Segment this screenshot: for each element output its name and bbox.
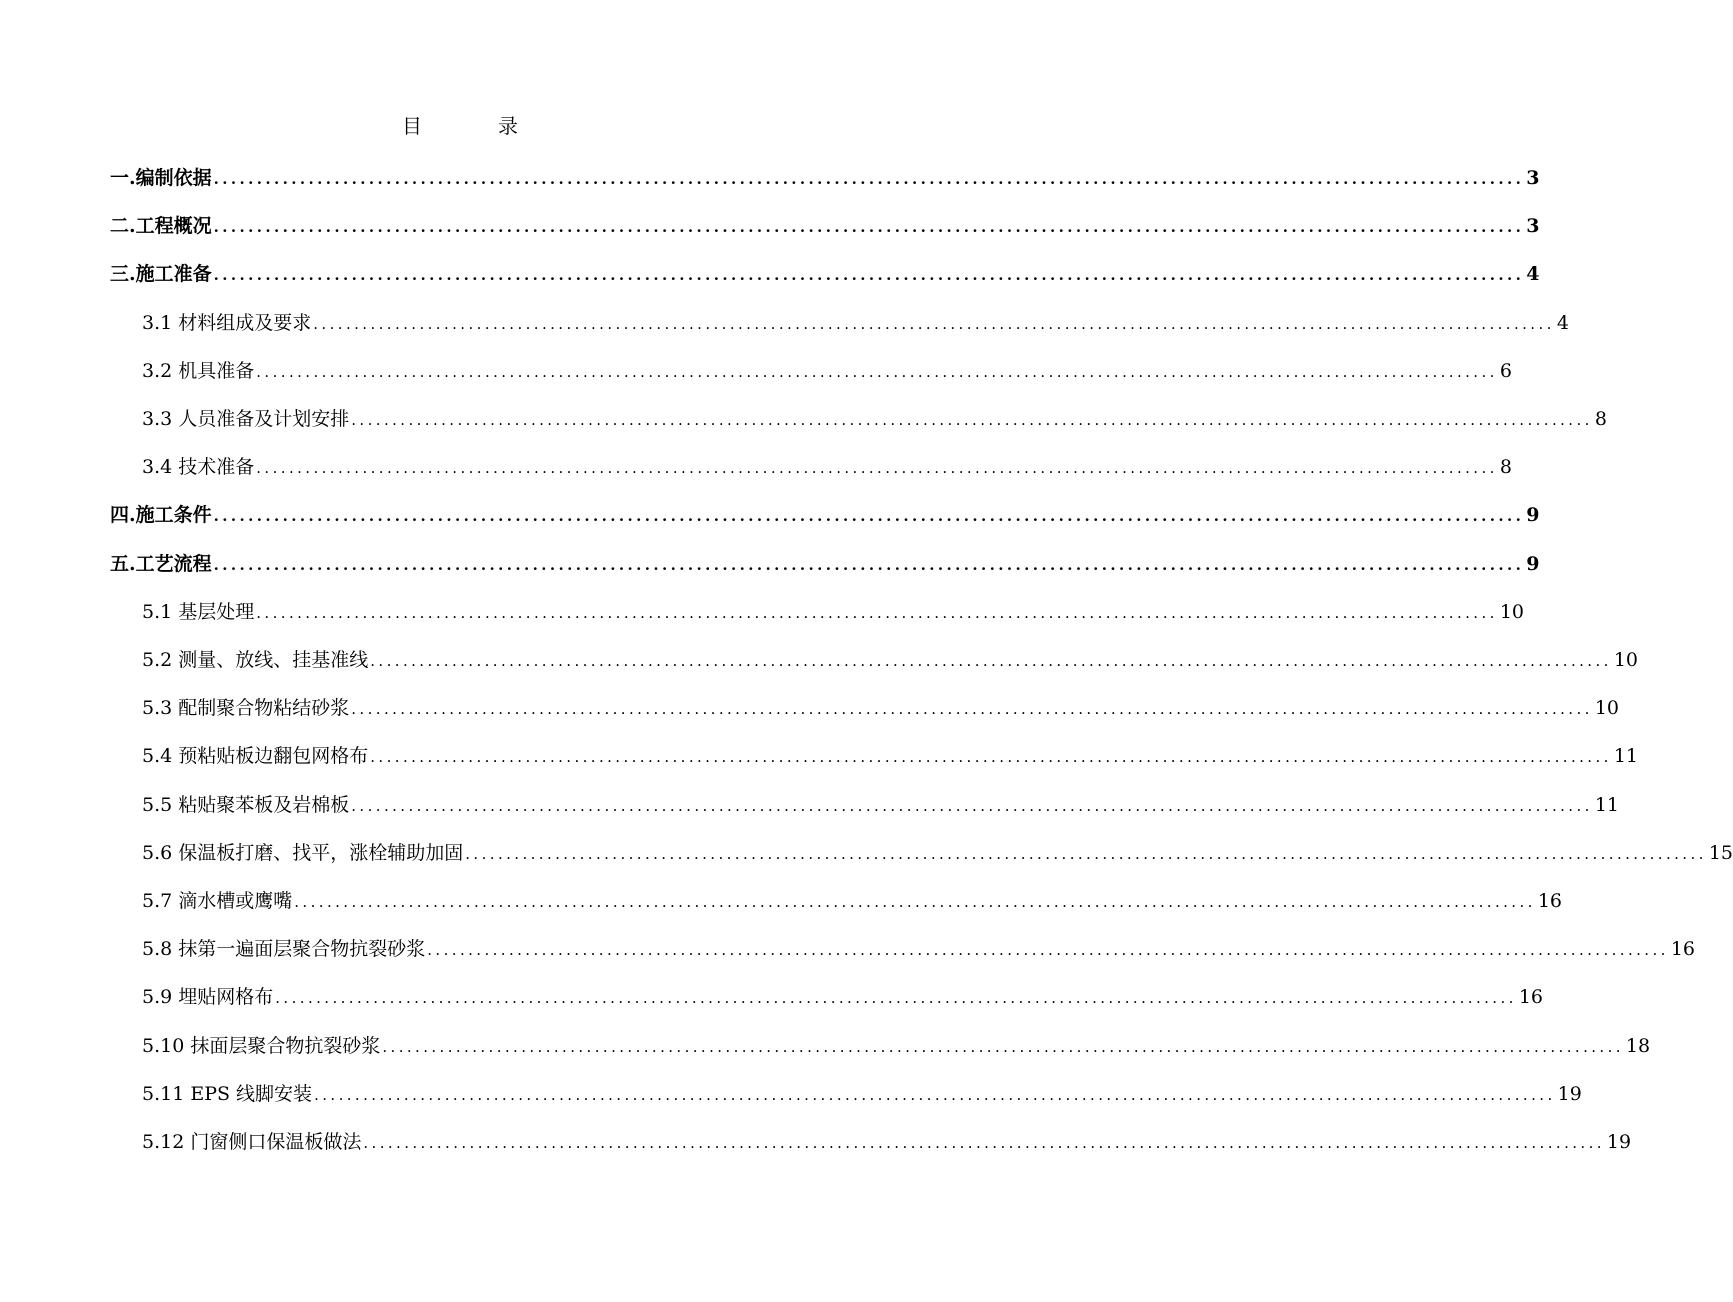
toc-dot-leader: ........................................................................................................................................................ (382, 1038, 1624, 1056)
toc-entry[interactable] (142, 453, 1512, 481)
toc-dot-leader: ........................................................................................................................................................ (313, 315, 1555, 333)
toc-dot-leader: ........................................................................................................................................................ (370, 748, 1612, 766)
toc-dot-leader: ........................................................................................................................................................ (213, 170, 1525, 188)
toc-dot-leader: ........................................................................................................................................................ (351, 411, 1593, 429)
toc-entry-label: 5.11 EPS 线脚安装 (142, 1083, 313, 1105)
toc-page-number: 18 (1625, 1035, 1651, 1057)
toc-dot-leader: ........................................................................................................................................................ (363, 1134, 1605, 1152)
toc-entry[interactable] (142, 405, 1607, 433)
toc-dot-leader: ........................................................................................................................................................ (427, 941, 1669, 959)
toc-entry-label: 四.施工条件 (110, 504, 212, 526)
toc-page-number: 15 (1708, 842, 1733, 864)
toc-entry[interactable] (142, 694, 1619, 722)
toc-entry[interactable] (142, 598, 1524, 626)
toc-page-number: 10 (1499, 601, 1524, 623)
toc-page-number: 19 (1606, 1131, 1632, 1153)
page-title: 目 录 (402, 114, 546, 138)
toc-entry-label: 二.工程概况 (110, 215, 212, 237)
toc-entry[interactable] (142, 646, 1638, 674)
toc-entry-label: 5.3 配制聚合物粘结砂浆 (142, 697, 350, 719)
toc-entry[interactable] (110, 550, 1540, 578)
toc-entry[interactable] (142, 791, 1619, 819)
toc-page-number: 8 (1594, 408, 1607, 430)
toc-page-number: 9 (1526, 553, 1540, 575)
toc-dot-leader: ........................................................................................................................................................ (351, 797, 1593, 815)
toc-page-number: 16 (1537, 890, 1562, 912)
toc-dot-leader: ........................................................................................................................................................ (213, 218, 1525, 236)
toc-entry-label: 3.2 机具准备 (142, 360, 255, 382)
toc-page-number: 4 (1526, 263, 1540, 285)
toc-entry[interactable] (142, 887, 1562, 915)
toc-dot-leader: ........................................................................................................................................................ (213, 507, 1525, 525)
toc-page-number: 10 (1594, 697, 1619, 719)
toc-dot-leader: ........................................................................................................................................................ (465, 845, 1707, 863)
toc-entry-label: 5.10 抹面层聚合物抗裂砂浆 (142, 1035, 381, 1057)
toc-entry[interactable] (142, 309, 1569, 337)
toc-dot-leader: ........................................................................................................................................................ (275, 989, 1517, 1007)
toc-entry-label: 5.4 预粘贴板边翻包网格布 (142, 745, 369, 767)
toc-entry-label: 5.2 测量、放线、挂基准线 (142, 649, 369, 671)
toc-entry-label: 3.3 人员准备及计划安排 (142, 408, 350, 430)
toc-entry[interactable] (142, 935, 1695, 963)
toc-entry[interactable] (142, 839, 1733, 867)
toc-entry[interactable] (142, 1032, 1651, 1060)
toc-entry-label: 5.6 保温板打磨、找平，涨栓辅助加固 (142, 842, 464, 864)
toc-entry-label: 5.9 埋贴网格布 (142, 986, 274, 1008)
toc-dot-leader: ........................................................................................................................................................ (256, 363, 1498, 381)
toc-entry[interactable] (142, 742, 1638, 770)
toc-entry-label: 5.12 门窗侧口保温板做法 (142, 1131, 362, 1153)
toc-page-number: 6 (1499, 360, 1512, 382)
toc-page-number: 10 (1613, 649, 1638, 671)
toc-page-number: 4 (1556, 312, 1569, 334)
toc-entry-label: 3.4 技术准备 (142, 456, 255, 478)
toc-page-number: 3 (1526, 167, 1540, 189)
toc-entry-label: 5.7 滴水槽或鹰嘴 (142, 890, 293, 912)
toc-dot-leader: ........................................................................................................................................................ (294, 893, 1536, 911)
toc-entry-label: 3.1 材料组成及要求 (142, 312, 312, 334)
toc-entry-label: 三.施工准备 (110, 263, 212, 285)
toc-entry[interactable] (142, 983, 1543, 1011)
toc-dot-leader: ........................................................................................................................................................ (256, 459, 1498, 477)
toc-page-number: 8 (1499, 456, 1512, 478)
toc-entry[interactable] (110, 501, 1540, 529)
toc-entry[interactable] (110, 212, 1540, 240)
toc-dot-leader: ........................................................................................................................................................ (370, 652, 1612, 670)
toc-dot-leader: ........................................................................................................................................................ (213, 556, 1525, 574)
toc-entry[interactable] (142, 1128, 1632, 1156)
toc-dot-leader: ........................................................................................................................................................ (213, 266, 1525, 284)
toc-entry[interactable] (142, 1080, 1582, 1108)
toc-page-number: 11 (1613, 745, 1638, 767)
toc-entry[interactable] (110, 260, 1540, 288)
toc-page-number: 16 (1670, 938, 1695, 960)
toc-dot-leader: ........................................................................................................................................................ (256, 604, 1498, 622)
toc-entry[interactable] (142, 357, 1512, 385)
toc-entry[interactable] (110, 164, 1540, 192)
toc-dot-leader: ........................................................................................................................................................ (351, 700, 1593, 718)
toc-entry-label: 一.编制依据 (110, 167, 212, 189)
toc-page-number: 19 (1557, 1083, 1582, 1105)
toc-page-number: 3 (1526, 215, 1540, 237)
toc-dot-leader: ........................................................................................................................................................ (314, 1086, 1556, 1104)
toc-page-number: 11 (1594, 794, 1619, 816)
toc-entry-label: 5.5 粘贴聚苯板及岩棉板 (142, 794, 350, 816)
toc-entry-label: 5.1 基层处理 (142, 601, 255, 623)
toc-entry-label: 5.8 抹第一遍面层聚合物抗裂砂浆 (142, 938, 426, 960)
toc-page-number: 9 (1526, 504, 1540, 526)
toc-page-number: 16 (1518, 986, 1543, 1008)
toc-entry-label: 五.工艺流程 (110, 553, 212, 575)
